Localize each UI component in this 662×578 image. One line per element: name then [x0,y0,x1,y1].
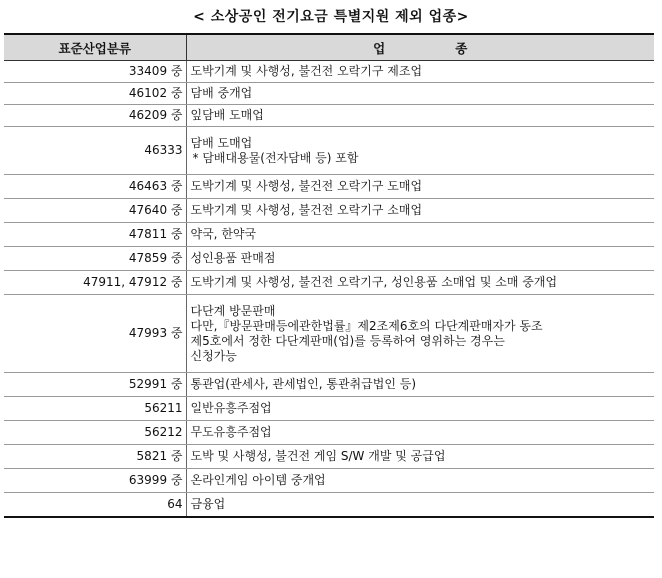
table-title: < 소상공인 전기요금 특별지원 제외 업종> [193,9,469,25]
table-row [4,83,654,105]
industry-code-cell: 46333 [4,127,186,175]
description-line: 신청가능 [190,348,237,363]
industry-code-cell: 56211 [4,397,186,421]
header-industry-code: 표준산업분류 [4,34,186,61]
description-line: 다만,『방문판매등에관한법률』제2조제6호의 다단계판매자가 동조 [190,318,543,333]
industry-description-cell [186,175,654,199]
description-line: 도박기계 및 사행성, 불건전 오락기구, 성인용품 소매업 및 소매 중개업 [190,275,558,289]
industry-code-cell: 46209 중 [4,105,186,127]
industry-description-cell [186,105,654,127]
table-row [4,295,654,373]
description-line: 금융업 [190,496,226,511]
table-row [4,421,654,445]
industry-description-cell [186,223,654,247]
industry-description-cell [186,445,654,469]
industry-description-cell [186,421,654,445]
industry-description-cell [186,61,654,83]
description-line: 도박기계 및 사행성, 불건전 오락기구 제조업 [190,64,423,78]
industry-code-cell: 63999 중 [4,469,186,493]
industry-code-cell: 46463 중 [4,175,186,199]
industry-code-cell: 46102 중 [4,83,186,105]
industry-description-cell [186,397,654,421]
header-industry-type-second: 종 [455,40,468,56]
header-industry-type [186,34,654,61]
industry-description-cell [186,127,654,175]
table-row [4,127,654,175]
industry-description-cell [186,271,654,295]
table-row [4,199,654,223]
industry-code-cell: 56212 [4,421,186,445]
industry-code-cell: 33409 중 [4,61,186,83]
table-row [4,105,654,127]
table-row [4,247,654,271]
industry-description-cell [186,199,654,223]
industry-description-cell [186,493,654,517]
industry-description-cell [186,469,654,493]
industry-code-cell: 47640 중 [4,199,186,223]
industry-description-cell [186,295,654,373]
description-line: 담배 중개업 [190,86,253,100]
description-line: 약국, 한약국 [190,227,257,241]
industry-code-cell: 52991 중 [4,373,186,397]
description-line: 도박기계 및 사행성, 불건전 오락기구 소매업 [190,203,423,217]
industry-description-cell [186,373,654,397]
table-row [4,61,654,83]
industry-code-cell: 47911, 47912 중 [4,271,186,295]
header-industry-type-first: 업 [373,40,386,56]
description-line: 온라인게임 아이템 중개업 [190,473,326,487]
industry-code-cell: 5821 중 [4,445,186,469]
description-line: 담배 도매업 [190,135,253,150]
description-note: * 담배대용물(전자담배 등) 포함 [192,150,359,165]
table-row [4,493,654,517]
description-line: 도박기계 및 사행성, 불건전 오락기구 도매업 [190,179,423,193]
description-line: 도박 및 사행성, 불건전 게임 S/W 개발 및 공급업 [190,449,446,463]
description-line: 통관업(관세사, 관세법인, 통관취급법인 등) [190,377,417,391]
industry-description-cell [186,247,654,271]
description-line: 제5호에서 정한 다단계판매(업)를 등록하여 영위하는 경우는 [190,333,505,348]
excluded-industries-table [4,33,654,518]
table-row [4,373,654,397]
industry-code-cell: 47859 중 [4,247,186,271]
table-row [4,397,654,421]
table-header-row [4,34,654,61]
description-line: 잎담배 도매업 [190,108,264,122]
table-row [4,445,654,469]
table-row [4,175,654,199]
description-line: 무도유흥주점업 [190,425,272,439]
table-row [4,271,654,295]
table-row [4,469,654,493]
industry-code-cell: 47993 중 [4,295,186,373]
description-line: 다단계 방문판매 [190,303,276,318]
table-row [4,223,654,247]
description-line: 일반유흥주점업 [190,401,272,415]
industry-description-cell [186,83,654,105]
industry-code-cell: 64 [4,493,186,517]
description-line: 성인용품 판매점 [190,251,276,265]
industry-code-cell: 47811 중 [4,223,186,247]
